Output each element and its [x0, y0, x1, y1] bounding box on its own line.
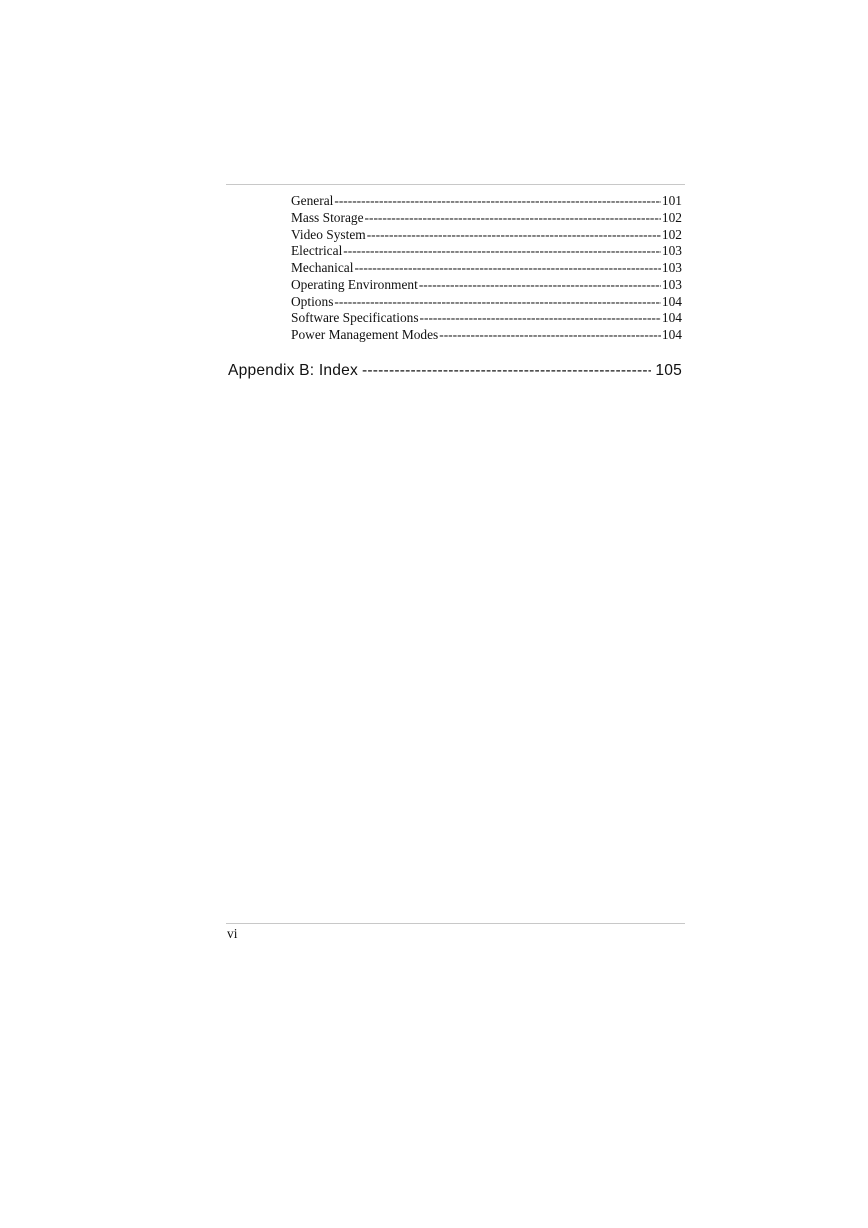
toc-entry-title: Power Management Modes	[291, 327, 439, 342]
toc-leader	[334, 294, 660, 310]
toc-leader	[420, 310, 661, 326]
toc-leader	[343, 243, 661, 259]
toc-entry-title: Options	[291, 293, 334, 309]
toc-entry-title: Software Specifications	[291, 310, 419, 326]
toc-entry-page: 103	[661, 260, 682, 275]
toc-entry-page: 102	[661, 209, 682, 225]
toc-entry[interactable]	[291, 210, 682, 227]
toc-appendix-title: Appendix B: Index	[228, 362, 358, 379]
toc-entry[interactable]	[291, 243, 682, 260]
toc-entry[interactable]	[291, 327, 682, 344]
toc-leader	[365, 210, 661, 226]
toc-entry-page: 104	[661, 327, 682, 342]
toc-entry-page: 101	[661, 193, 682, 208]
toc-leader	[334, 193, 661, 209]
toc-leader	[367, 227, 661, 243]
toc-entry[interactable]	[291, 294, 682, 311]
toc-leader	[362, 362, 651, 380]
toc-entry-title: Video System	[291, 226, 366, 242]
toc-appendix-page: 105	[655, 362, 682, 379]
toc-entry-title: Operating Environment	[291, 276, 418, 292]
toc-entry[interactable]	[291, 260, 682, 277]
footer-rule	[226, 923, 685, 924]
header-rule	[226, 184, 685, 185]
toc-appendix-entry[interactable]	[228, 362, 682, 380]
toc-entry[interactable]	[291, 227, 682, 244]
toc-entry-title: General	[291, 193, 334, 208]
toc-entry-page: 104	[661, 293, 682, 309]
toc-leader	[354, 260, 660, 276]
toc-entry[interactable]	[291, 310, 682, 327]
toc-entry-page: 103	[661, 243, 682, 259]
toc-entry-page: 104	[661, 310, 682, 326]
toc-entry-title: Mechanical	[291, 260, 354, 275]
toc-leader	[419, 277, 661, 293]
page-number: vi	[227, 926, 238, 941]
toc-entry-title: Electrical	[291, 243, 343, 259]
toc-subsection-list	[291, 193, 682, 344]
toc-entry[interactable]	[291, 193, 682, 210]
toc-entry-page: 103	[661, 276, 682, 292]
toc-entry-title: Mass Storage	[291, 209, 364, 225]
toc-entry[interactable]	[291, 277, 682, 294]
toc-entry-page: 102	[661, 226, 682, 242]
toc-leader	[439, 327, 661, 343]
